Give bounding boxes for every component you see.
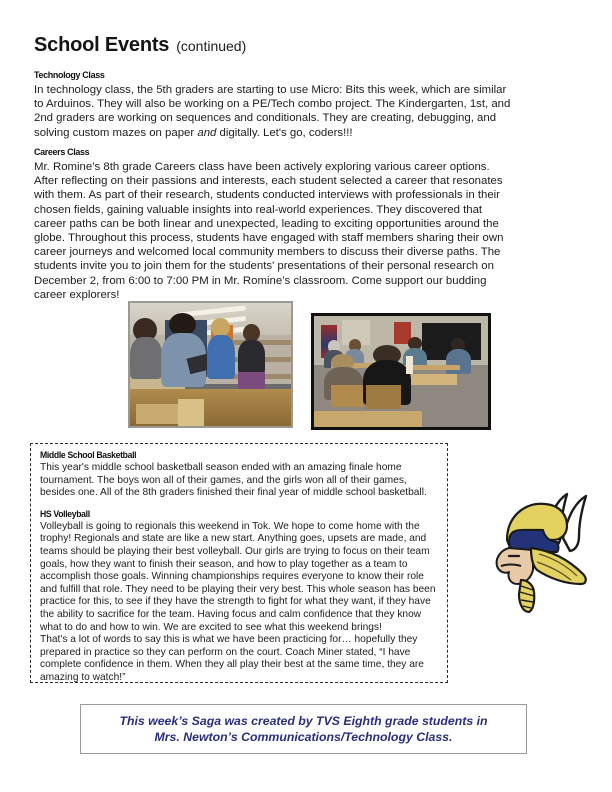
- article-body-technology: [34, 83, 513, 140]
- photo-2-scene: [314, 316, 488, 427]
- photo-careers-classroom: [311, 313, 491, 430]
- section-hs-volleyball: [40, 509, 438, 685]
- credit-box: [80, 704, 527, 754]
- photo-1-scene: [130, 303, 291, 426]
- section-heading-careers: Careers Class: [34, 147, 90, 158]
- photo-students-library: [128, 301, 293, 428]
- article-technology-class: [34, 70, 513, 140]
- page-title: [34, 34, 246, 57]
- viking-mascot-icon: [487, 492, 599, 614]
- credit-line-2: Mrs. Newton’s Communications/Technology Class.: [154, 730, 453, 744]
- section-body-hs-volleyball-p1: Volleyball is going to regionals this weekend in Tok. We hope to come home with the trophy! Regionals and state are like a new start. Anything goes, upsets are made, and teams should be playing their best volleyball. Our girls are trying to focus on their team goals, how they want to finish their season, and how to play together as a team to accomplish those goals. Winning championships requires everyone to know their role and fulfill that role. They need to be playing their very best. This whole season has been practice for this, to see if they have the strength to fight for what they want, if they have the ability to sacrifice for the team. Having focus and calm confidence that they know what to do and how to win. We are excited to see what this weekend brings!: [40, 520, 436, 633]
- section-body-ms-basketball: This year's middle school basketball season ended with an amazing finale home tournament. The boys won all of their games, and the girls won all of their games, besides one. All of the 8th graders finished their final year of middle school basketball.: [40, 462, 427, 499]
- tech-body-emphasis: and: [197, 126, 217, 139]
- section-heading-ms-basketball: Middle School Basketball: [40, 450, 137, 460]
- section-body-hs-volleyball-p2: That's a lot of words to say this is what we have been practicing for… hopefully they prepared in practice so they can perform on the court. Coach Miner stated, “I have complete confidence in them. When they all play their best at the same time, they are amazing to watch!”: [40, 634, 424, 683]
- section-heading-technology: Technology Class: [34, 70, 105, 81]
- section-heading-hs-volleyball: HS Volleyball: [40, 508, 90, 519]
- article-careers-class: [34, 147, 513, 302]
- article-body-careers: Mr. Romine’s 8th grade Careers class have been actively exploring various career options. After reflecting on their passions and interests, each student selected a career that resonates with them. As part of their research, students conducted interviews with professionals in their chosen fields, gaining valuable insights into real-world experiences. They discovered that career paths can be both linear and unexpected, leading to exciting opportunities around the globe. Throughout this process, students have engaged with staff members sharing their own career journeys and welcomed local community members to discuss their diverse paths. The students invite you to join them for the students' presentations of their personal research on December 2, from 6:00 to 7:00 PM in Mr. Romine’s classroom. Come support our budding career explorers!: [34, 161, 504, 301]
- tech-body-part2: digitally. Let's go, coders!!!: [216, 126, 353, 139]
- masthead-title: School Events: [34, 34, 170, 56]
- credit-line-1: This week’s Saga was created by TVS Eighth grade students in: [119, 714, 488, 728]
- tech-body-part1: In technology class, the 5th graders are starting to use Micro: Bits this week, which are similar to Arduinos. They will also be working on a PE/Tech combo project. The Kindergarten, 1st, and 2nd graders are working on sequences and conditionals. They are creating, debugging, and solving custom mazes on paper: [34, 84, 511, 139]
- masthead-subtitle: (continued): [176, 38, 247, 54]
- section-middle-school-basketball: [40, 450, 438, 500]
- sports-highlights-box: [30, 443, 448, 683]
